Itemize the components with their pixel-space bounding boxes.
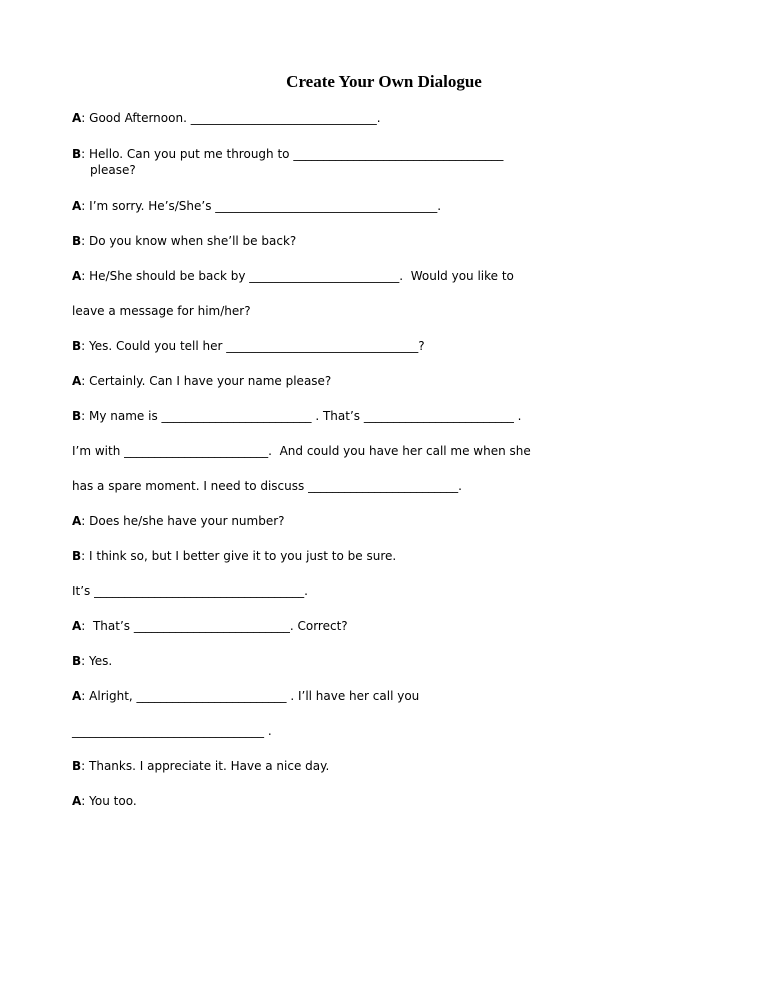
dialogue-text: : My name is _________________________ . That’s _________________________ . [81,409,522,423]
dialogue-line [72,302,251,320]
dialogue-text: ________________________________ . [72,724,272,738]
dialogue-line [72,617,348,635]
dialogue-line [72,372,331,390]
dialogue-line [72,687,419,705]
speaker-label: A [72,111,82,125]
dialogue-text: : I’m sorry. He’s/She’s _____________________________________. [81,199,442,213]
dialogue-line [72,477,462,495]
dialogue-line [72,512,285,530]
dialogue-line [72,722,272,740]
dialogue-text: : He/She should be back by _________________________. Would you like to [81,269,514,283]
dialogue-text: leave a message for him/her? [72,304,251,318]
dialogue-line [72,582,308,600]
dialogue-line [72,337,425,355]
speaker-label: B [72,654,82,668]
speaker-label: A [72,374,82,388]
dialogue-text: : You too. [81,794,137,808]
speaker-label: B [72,147,82,161]
dialogue-line [72,442,531,460]
dialogue-text: : Certainly. Can I have your name please? [81,374,332,388]
speaker-label: A [72,269,82,283]
dialogue-line [72,407,521,425]
dialogue-text: : Do you know when she’ll be back? [81,234,297,248]
dialogue-text: : I think so, but I better give it to you just to be sure. [81,549,397,563]
speaker-label: A [72,794,82,808]
dialogue-line [72,547,396,565]
speaker-label: B [72,409,82,423]
dialogue-text: : Hello. Can you put me through to ___________________________________ [81,147,504,161]
dialogue-text: : Alright, _________________________ . I’ll have her call you [81,689,420,703]
speaker-label: B [72,759,82,773]
speaker-label: A [72,619,82,633]
dialogue-line [72,792,137,810]
dialogue-text: : Thanks. I appreciate it. Have a nice day. [81,759,330,773]
dialogue-text: : That’s __________________________. Correct? [81,619,348,633]
dialogue-line [72,267,514,285]
dialogue-text: : Does he/she have your number? [81,514,285,528]
speaker-label: A [72,689,82,703]
dialogue-line [72,652,112,670]
dialogue-text: has a spare moment. I need to discuss _________________________. [72,479,462,493]
page-title: Create Your Own Dialogue [286,72,482,91]
dialogue-text: : Good Afternoon. _______________________________. [81,111,381,125]
speaker-label: B [72,339,82,353]
dialogue-line [90,161,136,179]
dialogue-line [72,109,381,127]
speaker-label: B [72,549,82,563]
dialogue-line [72,145,503,163]
dialogue-line [72,757,329,775]
dialogue-text: : Yes. Could you tell her ________________________________? [81,339,425,353]
dialogue-line [72,197,441,215]
dialogue-line [72,232,296,250]
dialogue-text: I’m with ________________________. And could you have her call me when she [72,444,531,458]
dialogue-text: please? [90,163,136,177]
dialogue-text: It’s ___________________________________. [72,584,308,598]
dialogue-text: : Yes. [81,654,113,668]
speaker-label: A [72,199,82,213]
speaker-label: B [72,234,82,248]
speaker-label: A [72,514,82,528]
